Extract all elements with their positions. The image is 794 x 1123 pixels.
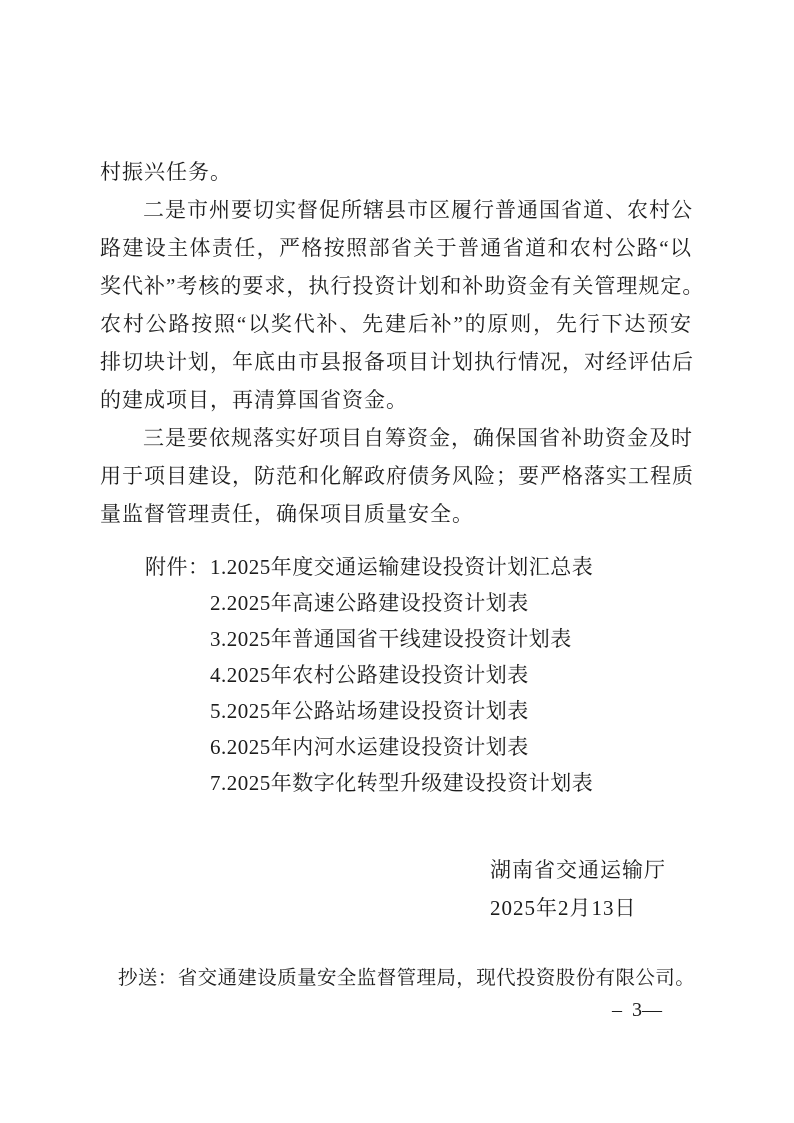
body-line: 量监督管理责任，确保项目质量安全。 — [100, 502, 474, 526]
attachment-item-text: 4.2025年农村公路建设投资计划表 — [210, 663, 529, 687]
body-line: 三是要依规落实好项目自筹资金，确保国省补助资金及时 — [143, 426, 693, 450]
document-body — [100, 153, 705, 533]
attachment-item — [145, 729, 593, 765]
attachments-section — [145, 549, 593, 801]
attachment-item — [145, 765, 593, 801]
body-line: 二是市州要切实督促所辖县市区履行普通国省道、农村公 — [143, 198, 693, 222]
attachment-item-text: 5.2025年公路站场建设投资计划表 — [210, 699, 529, 723]
attachment-item — [145, 621, 593, 657]
signature-block — [490, 851, 666, 927]
body-line: 用于项目建设，防范和化解政府债务风险；要严格落实工程质 — [100, 464, 694, 488]
attachment-item-text: 6.2025年内河水运建设投资计划表 — [210, 735, 529, 759]
attachment-item — [145, 657, 593, 693]
body-line: 村振兴任务。 — [100, 160, 232, 184]
body-line: 农村公路按照“以奖代补、先建后补”的原则，先行下达预安 — [100, 312, 692, 336]
attachment-item — [145, 693, 593, 729]
signature-date: 2025年2月13日 — [490, 896, 637, 920]
attachment-item — [145, 585, 593, 621]
attachments-label: 附件： — [145, 555, 210, 579]
signature-org: 湖南省交通运输厅 — [490, 858, 666, 882]
cc-line: 抄送：省交通建设质量安全监督管理局，现代投资股份有限公司。 — [118, 968, 696, 989]
body-line: 路建设主体责任，严格按照部省关于普通省道和农村公路“以 — [100, 236, 692, 260]
attachment-item — [145, 549, 593, 585]
attachment-item-text: 1.2025年度交通运输建设投资计划汇总表 — [210, 555, 594, 579]
body-line: 的建成项目，再清算国省资金。 — [100, 388, 408, 412]
body-line: 排切块计划，年底由市县报备项目计划执行情况，对经评估后 — [100, 350, 694, 374]
page-number: – 3— — [612, 999, 662, 1021]
attachment-item-text: 3.2025年普通国省干线建设投资计划表 — [210, 627, 572, 651]
body-line: 奖代补”考核的要求，执行投资计划和补助资金有关管理规定。 — [100, 274, 705, 298]
attachment-item-text: 2.2025年高速公路建设投资计划表 — [210, 591, 529, 615]
attachment-item-text: 7.2025年数字化转型升级建设投资计划表 — [210, 771, 594, 795]
